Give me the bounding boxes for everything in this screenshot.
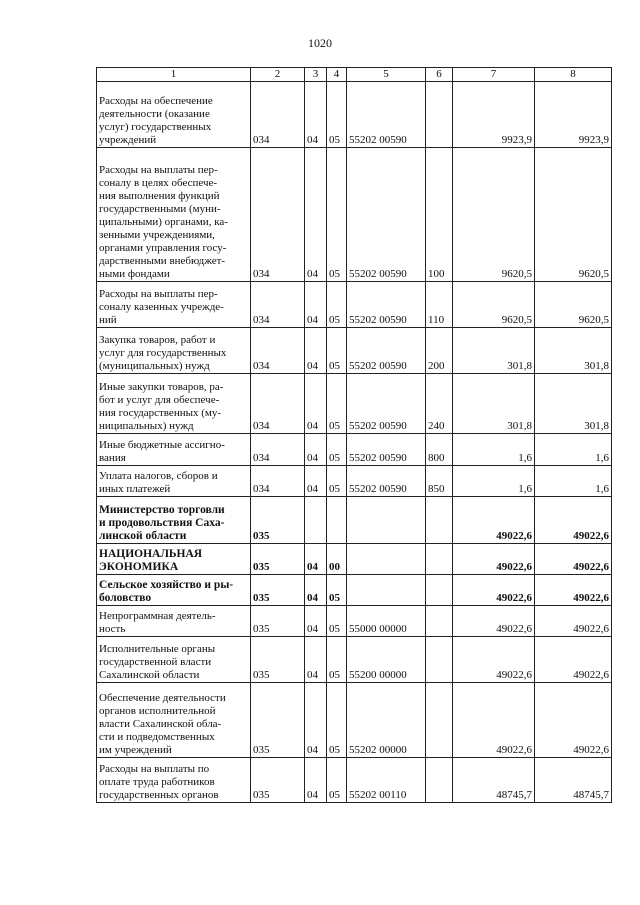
expense-type-cell <box>426 497 453 544</box>
subsection-code-cell: 05 <box>327 606 347 637</box>
target-article-cell: 55200 00000 <box>347 637 426 683</box>
expense-name-cell: Расходы на выплаты пер- соналу казенных учрежде- ний <box>97 282 251 328</box>
subsection-code-cell: 05 <box>327 434 347 466</box>
expense-name-cell: Уплата налогов, сборов и иных платежей <box>97 466 251 497</box>
target-article-cell: 55202 00590 <box>347 328 426 374</box>
subsection-code-cell: 05 <box>327 328 347 374</box>
ministry-code-cell: 035 <box>251 544 305 575</box>
section-code-cell: 04 <box>305 466 327 497</box>
table-row <box>97 466 612 497</box>
target-article-cell: 55000 00000 <box>347 606 426 637</box>
table-row <box>97 575 612 606</box>
target-article-cell: 55202 00590 <box>347 282 426 328</box>
amount-cell: 9620,5 <box>535 148 612 282</box>
amount-cell: 49022,6 <box>535 637 612 683</box>
expense-name-cell: Министерство торговли и продовольствия Саха- линской области <box>97 497 251 544</box>
section-code-cell: 04 <box>305 544 327 575</box>
page-number: 1020 <box>308 36 332 50</box>
expense-name-cell: Иные закупки товаров, ра- бот и услуг для обеспече- ния государственных (му- ниципальных) нужд <box>97 374 251 434</box>
table-row <box>97 637 612 683</box>
expense-name-cell: Непрограммная деятель- ность <box>97 606 251 637</box>
expense-type-cell <box>426 637 453 683</box>
ministry-code-cell: 034 <box>251 148 305 282</box>
expense-type-cell: 200 <box>426 328 453 374</box>
amount-cell: 48745,7 <box>535 758 612 803</box>
ministry-code-cell: 035 <box>251 606 305 637</box>
table-row <box>97 497 612 544</box>
expense-name-cell: Сельское хозяйство и ры- боловство <box>97 575 251 606</box>
header-cell: 4 <box>327 68 347 82</box>
expense-type-cell: 240 <box>426 374 453 434</box>
amount-cell: 9620,5 <box>453 148 535 282</box>
subsection-code-cell <box>327 497 347 544</box>
amount-cell: 9620,5 <box>453 282 535 328</box>
table-row <box>97 374 612 434</box>
amount-cell: 1,6 <box>453 434 535 466</box>
expense-type-cell <box>426 683 453 758</box>
section-code-cell: 04 <box>305 374 327 434</box>
header-cell: 3 <box>305 68 327 82</box>
expense-type-cell: 110 <box>426 282 453 328</box>
amount-cell: 9620,5 <box>535 282 612 328</box>
amount-cell: 9923,9 <box>453 82 535 148</box>
target-article-cell: 55202 00110 <box>347 758 426 803</box>
amount-cell: 49022,6 <box>535 575 612 606</box>
ministry-code-cell: 034 <box>251 328 305 374</box>
section-code-cell: 04 <box>305 606 327 637</box>
expense-type-cell <box>426 575 453 606</box>
expense-name-cell: Исполнительные органы государственной власти Сахалинской области <box>97 637 251 683</box>
section-code-cell: 04 <box>305 637 327 683</box>
expense-type-cell: 100 <box>426 148 453 282</box>
ministry-code-cell: 034 <box>251 374 305 434</box>
amount-cell: 49022,6 <box>453 683 535 758</box>
subsection-code-cell: 05 <box>327 82 347 148</box>
target-article-cell: 55202 00590 <box>347 148 426 282</box>
expense-name-cell: Расходы на выплаты пер- соналу в целях обеспече- ния выполнения функций государственными (муни- ципальными) органами, ка- зенными учреждениями, органами управления госу- дарственными внебюджет- ными фондами <box>97 148 251 282</box>
section-code-cell: 04 <box>305 148 327 282</box>
ministry-code-cell: 035 <box>251 637 305 683</box>
section-code-cell <box>305 497 327 544</box>
expense-name-cell: Иные бюджетные ассигно- вания <box>97 434 251 466</box>
expense-type-cell <box>426 544 453 575</box>
ministry-code-cell: 035 <box>251 758 305 803</box>
subsection-code-cell: 05 <box>327 683 347 758</box>
amount-cell: 301,8 <box>453 374 535 434</box>
amount-cell: 49022,6 <box>535 683 612 758</box>
expense-type-cell <box>426 606 453 637</box>
table-row <box>97 328 612 374</box>
subsection-code-cell: 05 <box>327 466 347 497</box>
subsection-code-cell: 05 <box>327 282 347 328</box>
section-code-cell: 04 <box>305 434 327 466</box>
header-cell: 7 <box>453 68 535 82</box>
table-row <box>97 434 612 466</box>
subsection-code-cell: 00 <box>327 544 347 575</box>
ministry-code-cell: 035 <box>251 497 305 544</box>
amount-cell: 1,6 <box>535 434 612 466</box>
section-code-cell: 04 <box>305 758 327 803</box>
ministry-code-cell: 034 <box>251 466 305 497</box>
expense-name-cell: Обеспечение деятельности органов исполнительной власти Сахалинской обла- сти и подведомственных им учреждений <box>97 683 251 758</box>
subsection-code-cell: 05 <box>327 758 347 803</box>
section-code-cell: 04 <box>305 328 327 374</box>
ministry-code-cell: 034 <box>251 434 305 466</box>
expense-type-cell <box>426 758 453 803</box>
amount-cell: 49022,6 <box>453 637 535 683</box>
header-cell: 8 <box>535 68 612 82</box>
section-code-cell: 04 <box>305 683 327 758</box>
table-row <box>97 544 612 575</box>
expense-name-cell: Закупка товаров, работ и услуг для государственных (муниципальных) нужд <box>97 328 251 374</box>
subsection-code-cell: 05 <box>327 148 347 282</box>
target-article-cell <box>347 497 426 544</box>
ministry-code-cell: 034 <box>251 82 305 148</box>
amount-cell: 49022,6 <box>535 544 612 575</box>
amount-cell: 49022,6 <box>535 497 612 544</box>
amount-cell: 301,8 <box>535 328 612 374</box>
amount-cell: 49022,6 <box>453 575 535 606</box>
table-row <box>97 683 612 758</box>
amount-cell: 9923,9 <box>535 82 612 148</box>
target-article-cell <box>347 544 426 575</box>
amount-cell: 49022,6 <box>535 606 612 637</box>
section-code-cell: 04 <box>305 282 327 328</box>
target-article-cell: 55202 00000 <box>347 683 426 758</box>
table-row <box>97 606 612 637</box>
amount-cell: 48745,7 <box>453 758 535 803</box>
amount-cell: 1,6 <box>535 466 612 497</box>
header-cell: 1 <box>97 68 251 82</box>
table-row <box>97 282 612 328</box>
budget-table <box>96 67 612 803</box>
table-header-row <box>97 68 612 82</box>
ministry-code-cell: 034 <box>251 282 305 328</box>
section-code-cell: 04 <box>305 82 327 148</box>
expense-name-cell: Расходы на обеспечение деятельности (оказание услуг) государственных учреждений <box>97 82 251 148</box>
ministry-code-cell: 035 <box>251 575 305 606</box>
target-article-cell: 55202 00590 <box>347 466 426 497</box>
header-cell: 2 <box>251 68 305 82</box>
table-row <box>97 148 612 282</box>
header-cell: 6 <box>426 68 453 82</box>
table-row <box>97 82 612 148</box>
target-article-cell: 55202 00590 <box>347 82 426 148</box>
amount-cell: 301,8 <box>535 374 612 434</box>
section-code-cell: 04 <box>305 575 327 606</box>
target-article-cell: 55202 00590 <box>347 434 426 466</box>
amount-cell: 49022,6 <box>453 497 535 544</box>
table-row <box>97 758 612 803</box>
header-cell: 5 <box>347 68 426 82</box>
target-article-cell <box>347 575 426 606</box>
target-article-cell: 55202 00590 <box>347 374 426 434</box>
expense-type-cell <box>426 82 453 148</box>
amount-cell: 49022,6 <box>453 606 535 637</box>
amount-cell: 1,6 <box>453 466 535 497</box>
expense-type-cell: 850 <box>426 466 453 497</box>
subsection-code-cell: 05 <box>327 637 347 683</box>
subsection-code-cell: 05 <box>327 374 347 434</box>
amount-cell: 49022,6 <box>453 544 535 575</box>
ministry-code-cell: 035 <box>251 683 305 758</box>
expense-name-cell: НАЦИОНАЛЬНАЯ ЭКОНОМИКА <box>97 544 251 575</box>
subsection-code-cell: 05 <box>327 575 347 606</box>
expense-name-cell: Расходы на выплаты по оплате труда работников государственных органов <box>97 758 251 803</box>
expense-type-cell: 800 <box>426 434 453 466</box>
amount-cell: 301,8 <box>453 328 535 374</box>
